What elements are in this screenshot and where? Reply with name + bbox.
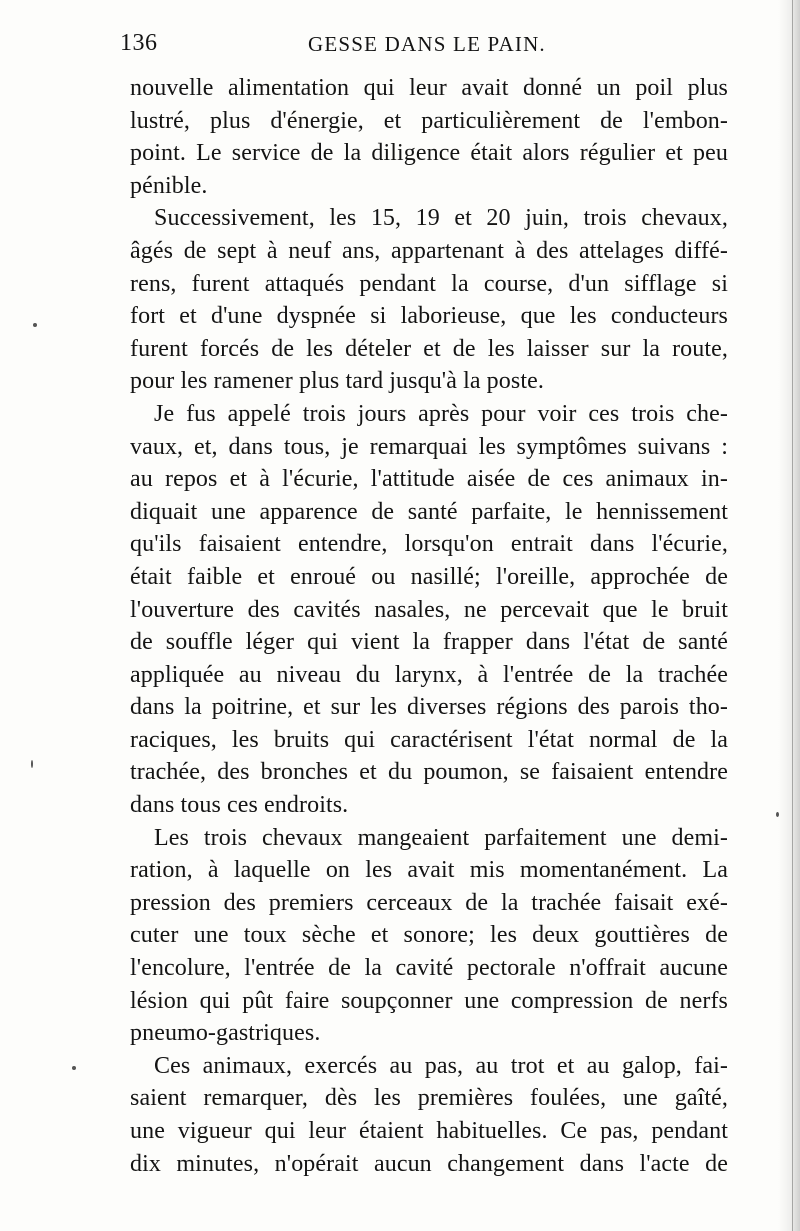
text-line: dans tous ces endroits. — [130, 792, 349, 819]
scan-speck — [31, 760, 33, 768]
text-line: rens, furent attaqués pendant la course, d'un sifflage si — [130, 270, 728, 297]
paragraph-start-line: Je fus appelé trois jours après pour voir ces trois che- — [154, 400, 728, 427]
page-edge-shadow — [778, 0, 800, 1231]
body-text — [130, 72, 728, 1180]
scan-speck — [33, 323, 37, 327]
text-line: dans la poitrine, et sur les diverses régions des parois tho- — [130, 694, 728, 721]
text-line: raciques, les bruits qui caractérisent l'état normal de la — [130, 726, 728, 753]
text-line: cuter une toux sèche et sonore; les deux gouttières de — [130, 922, 728, 949]
text-line: fort et d'une dyspnée si laborieuse, que les conducteurs — [130, 303, 728, 330]
text-line: de souffle léger qui vient la frapper dans l'état de santé — [130, 629, 728, 656]
text-line: lésion qui pût faire soupçonner une compression de nerfs — [130, 987, 728, 1014]
paragraph-start-line: Successivement, les 15, 19 et 20 juin, trois chevaux, — [154, 205, 728, 232]
text-line: était faible et enroué ou nasillé; l'oreille, approchée de — [130, 563, 728, 590]
text-line: pour les ramener plus tard jusqu'à la poste. — [130, 368, 544, 395]
text-line: diquait une apparence de santé parfaite, le hennissement — [130, 498, 728, 525]
scan-speck — [776, 812, 779, 817]
paragraph-start-line: Les trois chevaux mangeaient parfaitement une demi- — [154, 824, 728, 851]
text-line: nouvelle alimentation qui leur avait donné un poil plus — [130, 75, 728, 101]
text-line: pneumo-gastriques. — [130, 1020, 321, 1047]
scan-speck — [72, 1066, 76, 1070]
text-line: lustré, plus d'énergie, et particulièrement de l'embon- — [130, 107, 728, 134]
text-line: l'ouverture des cavités nasales, ne percevait que le bruit — [130, 596, 728, 623]
text-line: vaux, et, dans tous, je remarquai les symptômes suivans : — [130, 433, 728, 460]
text-line: qu'ils faisaient entendre, lorsqu'on entrait dans l'écurie, — [130, 531, 728, 558]
text-line: point. Le service de la diligence était alors régulier et peu — [130, 140, 728, 167]
text-line: pression des premiers cerceaux de la trachée faisait exé- — [130, 889, 728, 916]
page-edge-line — [792, 0, 793, 1231]
text-line: pénible. — [130, 172, 208, 199]
text-line: ration, à laquelle on les avait mis momentanément. La — [130, 857, 728, 884]
running-title: GESSE DANS LE PAIN. — [308, 32, 546, 56]
text-line: une vigueur qui leur étaient habituelles. Ce pas, pendant — [130, 1118, 728, 1144]
text-line: furent forcés de les dételer et de les laisser sur la route, — [130, 335, 728, 362]
text-line: appliquée au niveau du larynx, à l'entrée de la trachée — [130, 661, 728, 688]
text-line: dix minutes, n'opérait aucun changement dans l'acte de — [130, 1150, 728, 1177]
paragraph-start-line: Ces animaux, exercés au pas, au trot et au galop, fai- — [154, 1052, 728, 1079]
text-line: saient remarquer, dès les premières foulées, une gaîté, — [130, 1085, 728, 1112]
text-line: âgés de sept à neuf ans, appartenant à des attelages diffé- — [130, 237, 728, 264]
text-line: au repos et à l'écurie, l'attitude aisée de ces animaux in- — [130, 466, 728, 493]
page-header — [120, 30, 725, 60]
page-number: 136 — [120, 30, 158, 56]
text-line: trachée, des bronches et du poumon, se faisaient entendre — [130, 759, 728, 786]
text-line: l'encolure, l'entrée de la cavité pectorale n'offrait aucune — [130, 955, 728, 982]
